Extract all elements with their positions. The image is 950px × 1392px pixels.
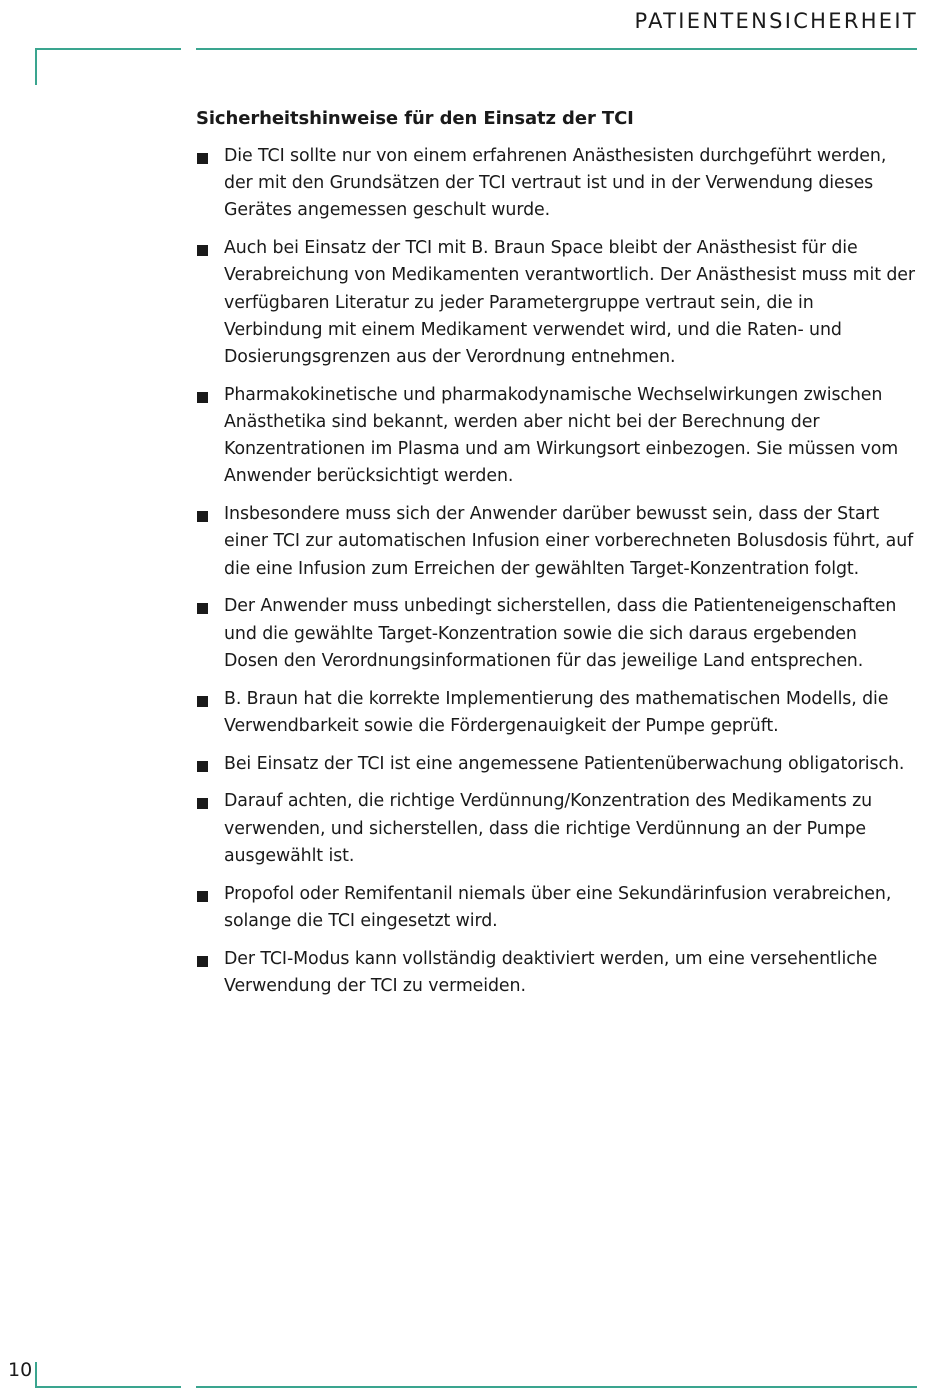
header-corner-tick xyxy=(35,48,37,85)
square-bullet-icon xyxy=(197,392,208,403)
list-item xyxy=(196,143,916,225)
bullet-text: Der Anwender muss unbedingt sicherstellen, dass die Patienteneigenschaften und die gewählte Target-Konzentration sowie die sich daraus ergebenden Dosen den Verordnungsinformationen für das jeweilige Land entsprechen. xyxy=(224,596,897,671)
page-number: 10 xyxy=(8,1359,33,1381)
list-item xyxy=(196,881,916,935)
footer-rule-left xyxy=(35,1386,181,1388)
list-item xyxy=(196,751,916,778)
bullet-text: Auch bei Einsatz der TCI mit B. Braun Space bleibt der Anästhesist für die Verabreichung von Medikamenten verantwortlich. Der Anästhesist muss mit der verfügbaren Literatur zu jeder Parametergruppe vertraut sein, die in Verbindung mit einem Medikament verwendet wird, und die Raten- und Dosierungsgrenzen aus der Verordnung entnehmen. xyxy=(224,238,915,368)
bullet-text: Der TCI-Modus kann vollständig deaktiviert werden, um eine versehentliche Verwendung der TCI zu vermeiden. xyxy=(224,948,878,996)
footer-rule-right xyxy=(196,1386,917,1388)
list-item xyxy=(196,788,916,870)
header-rule-right xyxy=(196,48,917,50)
section-heading: Sicherheitshinweise für den Einsatz der TCI xyxy=(196,108,634,129)
bullet-text: Die TCI sollte nur von einem erfahrenen Anästhesisten durchgeführt werden, der mit den Grundsätzen der TCI vertraut ist und in der Verwendung dieses Gerätes angemessen geschult wurde. xyxy=(224,146,887,221)
list-item xyxy=(196,593,916,675)
list-item xyxy=(196,235,916,371)
square-bullet-icon xyxy=(197,956,208,967)
bullet-text: Bei Einsatz der TCI ist eine angemessene Patientenüberwachung obligatorisch. xyxy=(224,753,905,774)
list-item xyxy=(196,946,916,1000)
list-item xyxy=(196,501,916,583)
main-content xyxy=(196,105,916,1011)
square-bullet-icon xyxy=(197,761,208,772)
header-rule-left xyxy=(35,48,181,50)
square-bullet-icon xyxy=(197,153,208,164)
safety-bullet-list xyxy=(196,143,916,1000)
footer-corner-tick xyxy=(35,1362,37,1388)
section-title: PATIENTENSICHERHEIT xyxy=(634,9,918,33)
bullet-text: Propofol oder Remifentanil niemals über eine Sekundärinfusion verabreichen, solange die TCI eingesetzt wird. xyxy=(224,883,892,931)
square-bullet-icon xyxy=(197,511,208,522)
list-item xyxy=(196,382,916,491)
bullet-text: B. Braun hat die korrekte Implementierung des mathematischen Modells, die Verwendbarkeit sowie die Fördergenauigkeit der Pumpe geprüft. xyxy=(224,688,889,736)
list-item xyxy=(196,686,916,740)
bullet-text: Darauf achten, die richtige Verdünnung/Konzentration des Medikaments zu verwenden, und sicherstellen, dass die richtige Verdünnung an der Pumpe ausgewählt ist. xyxy=(224,791,873,866)
square-bullet-icon xyxy=(197,603,208,614)
square-bullet-icon xyxy=(197,696,208,707)
square-bullet-icon xyxy=(197,245,208,256)
square-bullet-icon xyxy=(197,891,208,902)
bullet-text: Insbesondere muss sich der Anwender darüber bewusst sein, dass der Start einer TCI zur automatischen Infusion einer vorberechneten Bolusdosis führt, auf die eine Infusion zum Erreichen der gewählten Target-Konzentration folgt. xyxy=(224,504,914,579)
square-bullet-icon xyxy=(197,798,208,809)
bullet-text: Pharmakokinetische und pharmakodynamische Wechselwirkungen zwischen Anästhetika sind bekannt, werden aber nicht bei der Berechnung der Konzentrationen im Plasma und am Wirkungsort einbezogen. Sie müssen vom Anwender berücksichtigt werden. xyxy=(224,384,899,487)
